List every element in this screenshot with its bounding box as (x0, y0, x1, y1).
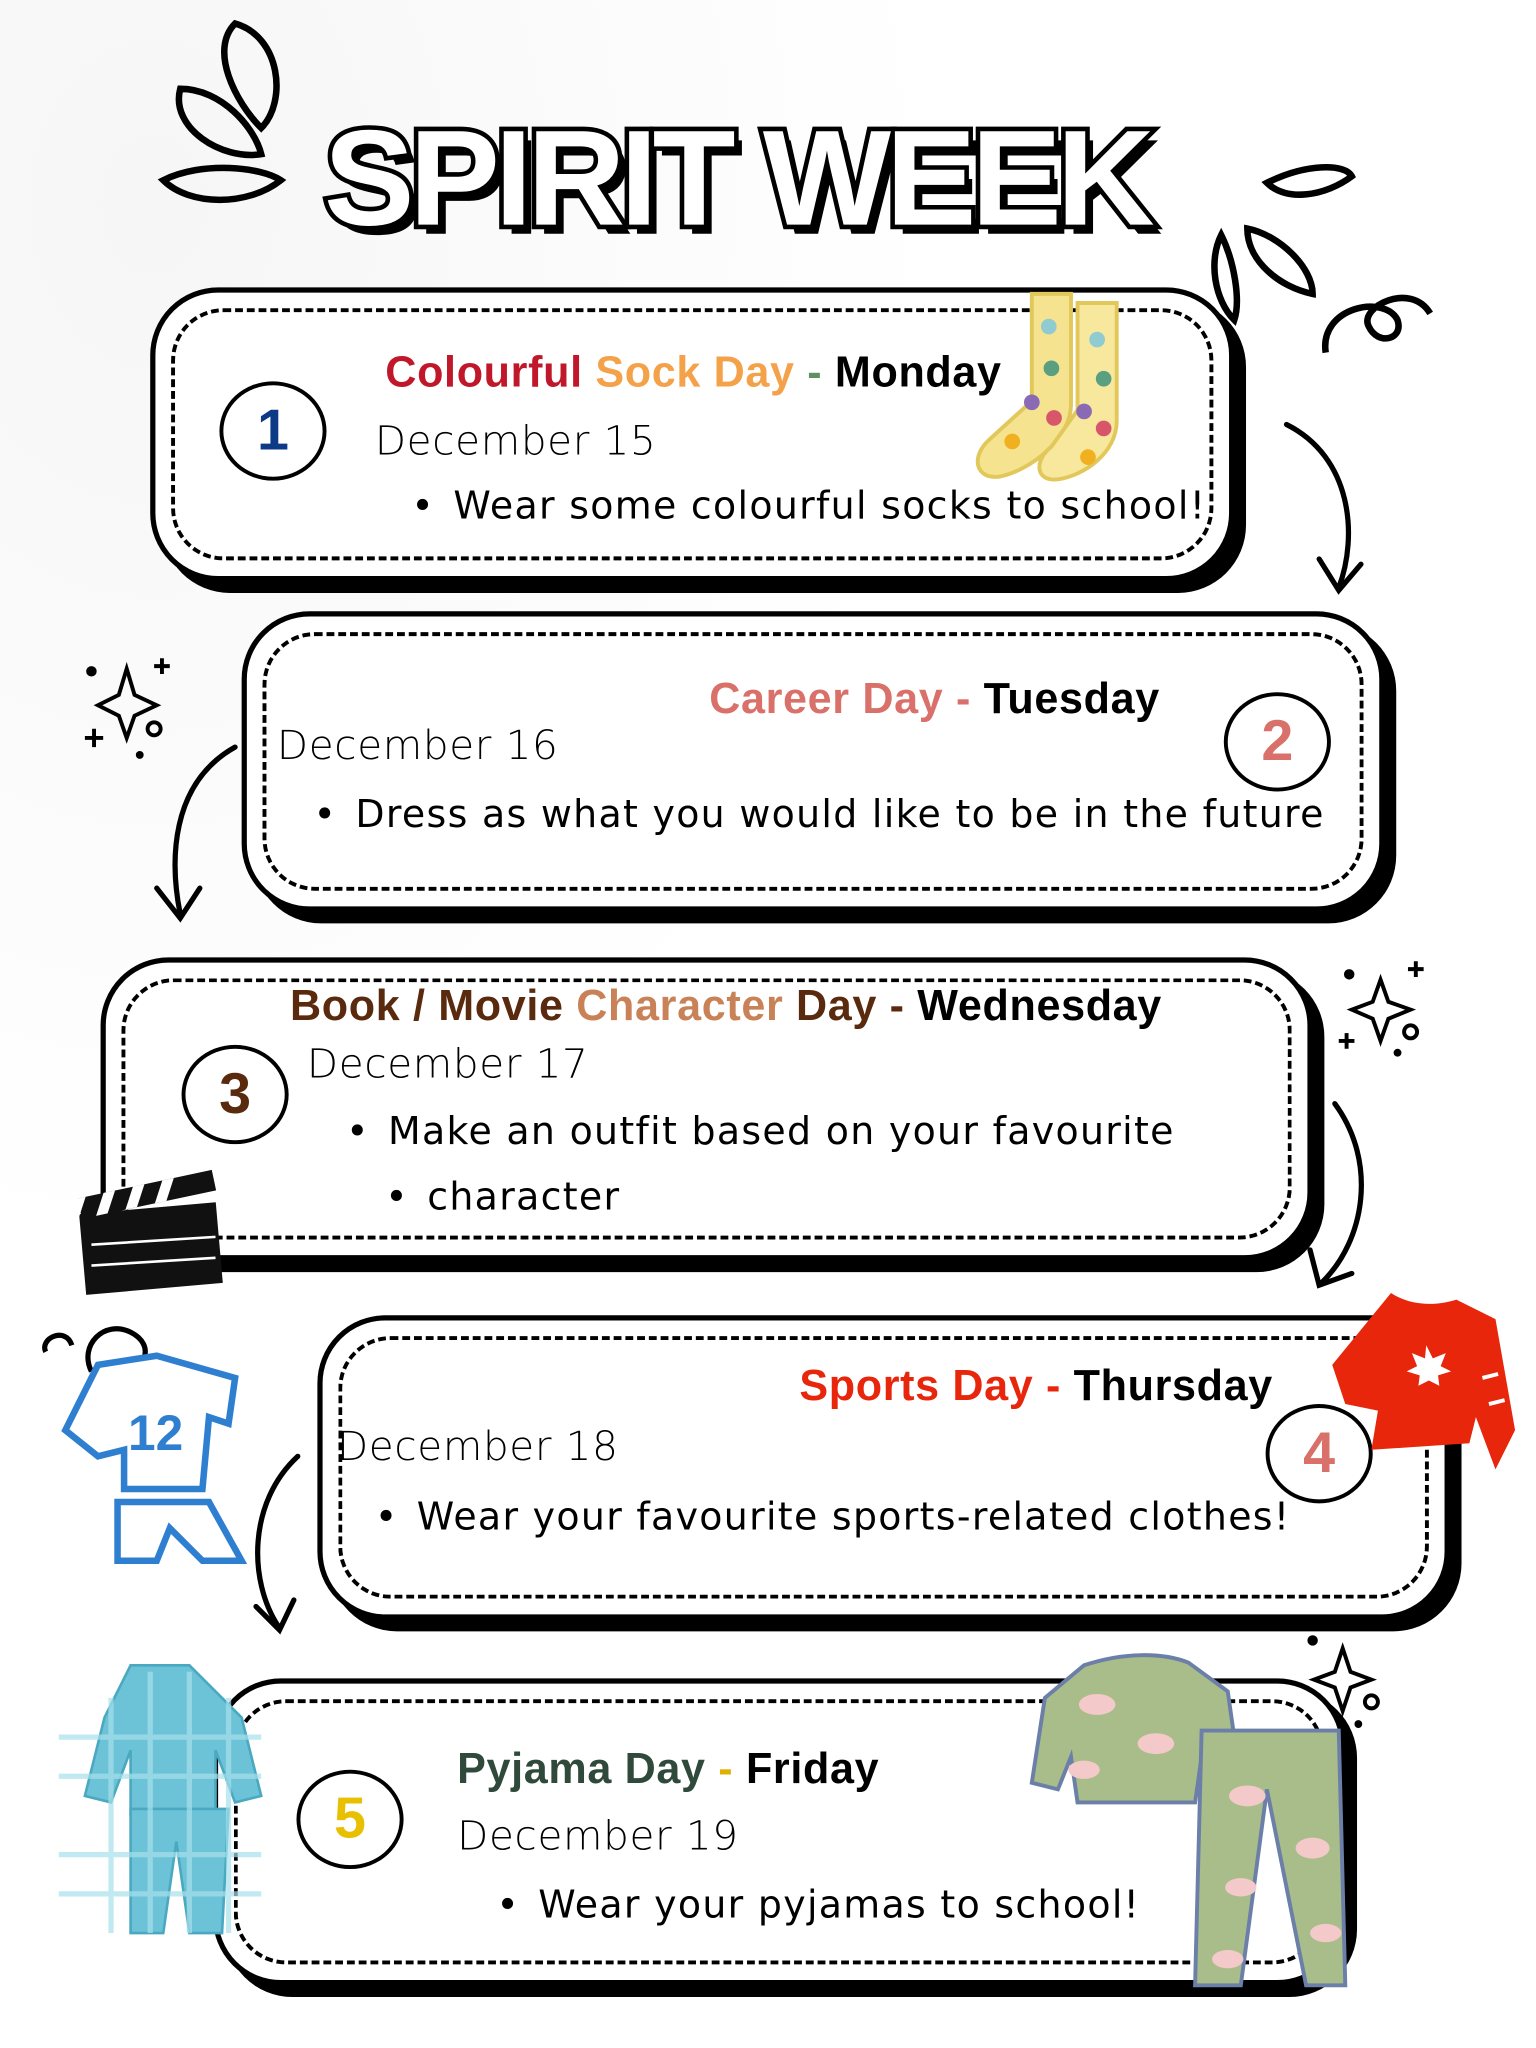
weekday: Friday (745, 1743, 880, 1792)
socks-illustration (973, 287, 1156, 483)
day-number-badge: 1 (219, 381, 326, 480)
day-activity: • Wear your favourite sports-related clothes! (375, 1494, 1290, 1538)
day-number-badge: 2 (1224, 692, 1331, 791)
weekday: Wednesday (917, 980, 1162, 1030)
arrow-1-2-icon (1287, 424, 1361, 590)
day-activity: • Make an outfit based on your favourite (346, 1109, 1175, 1153)
day-activity: • Wear some colourful socks to school! (411, 483, 1206, 527)
day-date: December 17 (306, 1040, 589, 1088)
weekday: Thursday (1073, 1360, 1273, 1410)
page-title: SPIRIT WEEK (323, 103, 1150, 255)
heading-part: Career Day (709, 673, 944, 723)
heading-separator: - (1033, 1360, 1074, 1410)
heading-separator: - (943, 673, 984, 723)
day-heading (799, 1361, 1273, 1411)
heading-part: Sports Day (799, 1360, 1034, 1410)
weekday: Monday (834, 347, 1002, 396)
day-date: December 19 (457, 1812, 739, 1860)
heading-part: Character (576, 980, 797, 1030)
heading-part: Book / Movie (289, 980, 577, 1030)
day-activity: • Wear your pyjamas to school! (496, 1882, 1140, 1926)
day-date: December 15 (374, 417, 657, 465)
day-activity-continued (385, 1174, 620, 1218)
sparkle-icon (1352, 980, 1411, 1041)
plaid-pyjamas-illustration (59, 1659, 261, 1940)
cloud-pyjamas-illustration (1032, 1652, 1352, 1998)
arrow-2-3-icon (157, 747, 235, 918)
heading-part: Day (796, 980, 878, 1030)
maple-leaf-sweater-illustration (1319, 1287, 1521, 1476)
arrow-3-4-icon (1310, 1104, 1361, 1286)
heading-separator: - (705, 1743, 746, 1792)
heading-separator: - (877, 980, 918, 1030)
heading-part: Pyjama Day (457, 1743, 706, 1792)
arrow-4-5-icon (256, 1456, 298, 1630)
day-number-badge: 5 (296, 1770, 403, 1869)
heading-part: Sock Day (595, 347, 795, 396)
weekday: Tuesday (983, 673, 1160, 723)
sports-jersey-illustration (39, 1319, 255, 1574)
activity-text: character (427, 1174, 621, 1219)
day-number-badge: 3 (182, 1045, 289, 1144)
day-date: December 18 (336, 1423, 619, 1471)
day-heading (457, 1744, 879, 1794)
day-heading (385, 347, 1001, 397)
day-heading (290, 981, 1162, 1031)
day-heading (709, 674, 1160, 724)
day-number-badge: 4 (1266, 1404, 1373, 1503)
day-activity: • Dress as what you would like to be in the future (313, 791, 1324, 835)
heading-separator: - (794, 347, 835, 396)
heading-part: Colourful (385, 347, 596, 396)
day-date: December 16 (276, 722, 559, 770)
jersey-number: 12 (127, 1404, 184, 1461)
clapperboard-illustration (72, 1156, 229, 1300)
